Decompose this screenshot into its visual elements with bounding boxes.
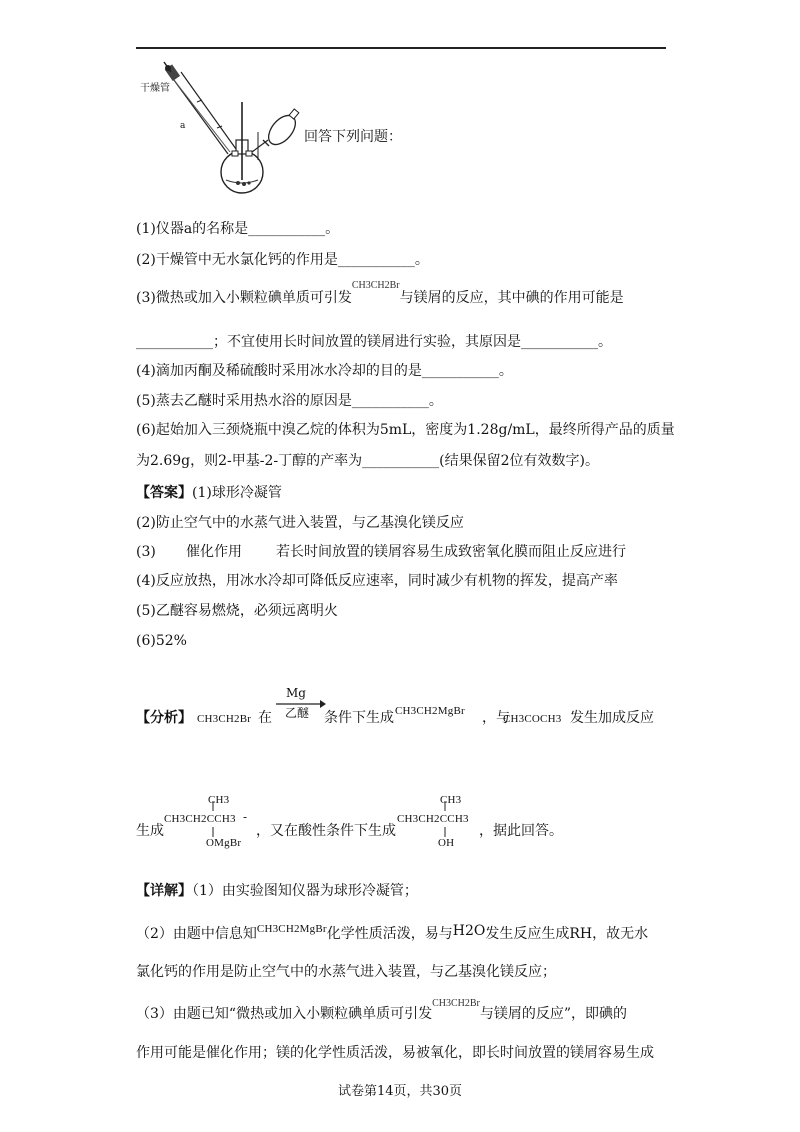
question-3-post: 与镁屑的反应，其中碘的作用可能是	[399, 290, 624, 306]
drying-tube-label: 干燥管	[140, 83, 170, 94]
answer-line-1	[136, 484, 282, 502]
detail-3-formula: CH3CH2Br	[432, 998, 480, 1009]
question-2: (2)干燥管中无水氯化钙的作用是___________。	[136, 252, 429, 268]
answer-4: (4)反应放热，用冰水冷却可降低反应速率，同时减少有机物的挥发，提高产率	[136, 573, 618, 589]
detail-2-post: 发生反应生成RH，故无水	[485, 926, 649, 942]
detail-3-pre: （3）由题已知“微热或加入小颗粒碘单质可引发	[136, 1006, 433, 1022]
question-3-line2: ___________；不宜使用长时间放置的镁屑进行实验，其原因是___________。	[136, 334, 612, 350]
adduct-main: CH3CH2CCH3	[164, 813, 236, 825]
question-3-pre: (3)微热或加入小颗粒碘单质可引发	[136, 290, 352, 306]
analysis-text-1: 条件下生成	[324, 710, 394, 726]
answer-5: (5)乙醚容易燃烧，必须远离明火	[136, 603, 338, 619]
intro-text: 回答下列问题：	[304, 129, 402, 145]
analysis-ketone: CH3COCH3	[503, 713, 562, 725]
detail-2	[136, 925, 648, 944]
answer-3-part1: 催化作用	[186, 544, 242, 560]
answer-1: (1)球形冷凝管	[192, 485, 282, 501]
detail-2-water: H2O	[452, 923, 486, 939]
arrow-top-reagent: Mg	[286, 686, 306, 700]
arrow-bottom-solvent: 乙醚	[285, 706, 310, 720]
analysis-sheng: 生成	[136, 823, 164, 839]
question-3	[136, 280, 624, 309]
detail-2-mid: 化学性质活泼，易与	[326, 926, 453, 942]
detail-2-line2: 氯化钙的作用是防止空气中的水蒸气进入装置，与乙基溴化镁反应；	[136, 964, 556, 980]
analysis-text-2: ，与	[482, 710, 510, 726]
question-6-line2: 为2.69g，则2-甲基-2-丁醇的产率为___________(结果保留2位有效数字)。	[136, 453, 599, 469]
question-4: (4)滴加丙酮及稀硫酸时采用冰水冷却的目的是___________。	[136, 363, 513, 379]
analysis-product-1: CH3CH2MgBr	[395, 705, 465, 717]
question-6-line1: (6)起始加入三颈烧瓶中溴乙烷的体积为5mL，密度为1.28g/mL，最终所得产品的质量	[136, 422, 675, 438]
answer-3-number: (3)	[136, 544, 156, 560]
analysis-reactant: CH3CH2Br	[197, 713, 252, 725]
adduct-dash: -	[243, 810, 248, 824]
detail-2-formula: CH3CH2MgBr	[256, 923, 327, 935]
answer-2: (2)防止空气中的水蒸气进入装置，与乙基溴化镁反应	[136, 515, 464, 531]
detail-heading: 【详解】	[136, 883, 192, 899]
answer-3	[136, 543, 626, 561]
adduct-bottom: OMgBr	[206, 837, 242, 849]
header-rule	[136, 47, 666, 49]
analysis-text-4: ，又在酸性条件下生成	[256, 823, 396, 839]
detail-3-post: 与镁屑的反应”，即碘的	[479, 1006, 628, 1022]
alcohol-bottom: OH	[438, 837, 455, 849]
detail-2-pre: （2）由题中信息知	[136, 926, 257, 942]
detail-1-text: （1）由实验图知仪器为球形冷凝管；	[192, 883, 418, 899]
question-1: (1)仪器a的名称是___________。	[136, 221, 340, 237]
instrument-a-label: a	[180, 121, 186, 131]
detail-3-line2: 作用可能是催化作用；镁的化学性质活泼，易被氧化，即长时间放置的镁屑容易生成	[136, 1045, 654, 1061]
answer-3-part2: 若长时间放置的镁屑容易生成致密氧化膜而阻止反应进行	[276, 544, 626, 560]
analysis-text-3: 发生加成反应	[570, 710, 654, 726]
detail-1	[136, 882, 418, 900]
alcohol-main: CH3CH2CCH3	[397, 813, 469, 825]
page-footer: 试卷第14页，共30页	[337, 1084, 463, 1099]
detail-3	[136, 998, 628, 1025]
question-3-formula: CH3CH2Br	[351, 280, 400, 291]
alcohol-top: CH3	[440, 794, 462, 806]
analysis-heading: 【分析】	[136, 710, 192, 726]
question-5: (5)蒸去乙醚时采用热水浴的原因是___________。	[136, 393, 443, 409]
analysis-text-5: ，据此回答。	[479, 823, 563, 839]
answer-heading: 【答案】	[136, 485, 192, 501]
analysis-zai: 在	[258, 710, 272, 726]
adduct-top: CH3	[208, 794, 230, 806]
answer-6: (6)52%	[136, 633, 187, 649]
